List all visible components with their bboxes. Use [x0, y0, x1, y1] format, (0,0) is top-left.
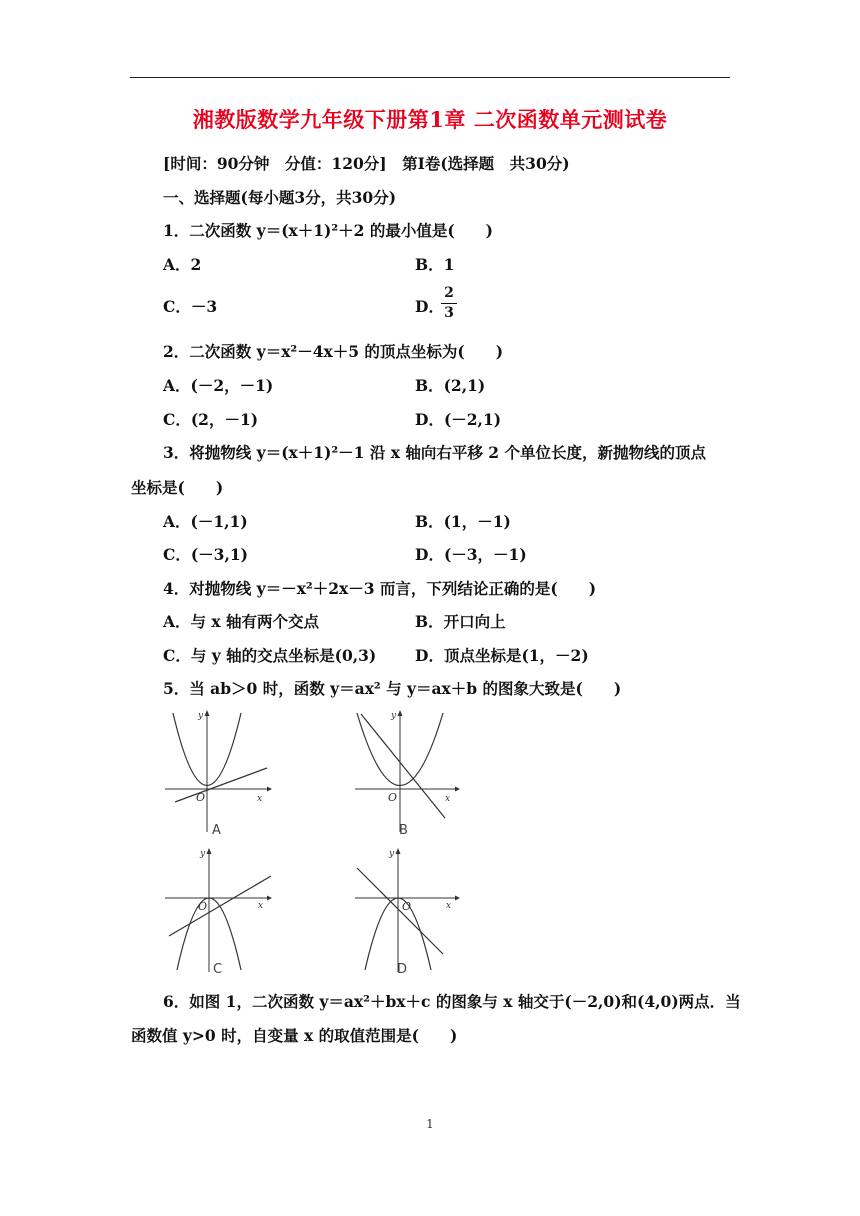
q2-option-d: D．(－2,1)	[415, 410, 502, 429]
y-axis-arrow	[398, 710, 403, 716]
origin-label: O	[388, 791, 398, 804]
q3-option-a: A．(－1,1)	[163, 512, 248, 531]
y-axis-arrow	[207, 848, 212, 854]
question-5-stem: 5．当 ab＞0 时，函数 y＝ax² 与 y＝ax＋b 的图象大致是( )	[163, 679, 622, 698]
fraction-denominator: 3	[444, 305, 454, 321]
x-axis-arrow	[455, 787, 460, 792]
header-rule	[130, 77, 730, 78]
q4-option-a: A．与 x 轴有两个交点	[163, 612, 320, 631]
q2-option-b: B．(2,1)	[415, 376, 486, 395]
origin-label: O	[198, 900, 208, 913]
x-axis-label: x	[258, 901, 264, 911]
graph-a	[155, 706, 280, 841]
question-4-stem: 4．对抛物线 y＝－x²＋2x－3 而言，下列结论正确的是( )	[163, 579, 597, 598]
y-axis-arrow	[396, 848, 401, 854]
x-axis-label: x	[446, 901, 452, 911]
graph-label-d: D	[397, 962, 408, 977]
y-axis-label: y	[200, 849, 206, 859]
y-axis-label: y	[389, 849, 395, 859]
q1-option-a: A．2	[163, 255, 202, 274]
linear-line	[361, 714, 445, 818]
q1-option-d: D．	[415, 297, 444, 316]
question-6-stem-line2: 函数值 y>0 时，自变量 x 的取值范围是( )	[131, 1026, 458, 1045]
question-1-stem: 1．二次函数 y＝(x＋1)²＋2 的最小值是( )	[163, 221, 494, 240]
graph-label-a: A	[212, 823, 221, 838]
q4-option-b: B．开口向上	[415, 612, 506, 631]
q2-option-a: A．(－2，－1)	[163, 376, 274, 395]
fraction-numerator: 2	[444, 285, 454, 301]
question-3-stem-line2: 坐标是( )	[131, 478, 224, 497]
q1-option-b: B．1	[415, 255, 455, 274]
q3-option-c: C．(－3,1)	[163, 545, 248, 564]
graph-c	[155, 840, 280, 980]
fraction-bar	[441, 303, 457, 304]
q3-option-b: B．(1，－1)	[415, 512, 511, 531]
q4-option-d: D．顶点坐标是(1，－2)	[415, 646, 589, 665]
origin-label: O	[196, 791, 206, 804]
y-axis-arrow	[205, 710, 210, 716]
x-axis-label: x	[445, 794, 451, 804]
q1-option-c: C．－3	[163, 297, 218, 316]
graph-label-b: B	[399, 823, 408, 838]
q3-option-d: D．(－3，－1)	[415, 545, 527, 564]
q4-option-c: C．与 y 轴的交点坐标是(0,3)	[163, 646, 377, 665]
graph-b	[345, 706, 470, 841]
x-axis-arrow	[267, 787, 272, 792]
linear-line	[357, 868, 443, 954]
x-axis-arrow	[267, 896, 272, 901]
question-6-stem-line1: 6．如图 1，二次函数 y＝ax²＋bx＋c 的图象与 x 轴交于(－2,0)和(4,0)两点．当	[163, 992, 741, 1011]
graph-label-c: C	[213, 962, 223, 977]
origin-label: O	[402, 900, 412, 913]
page-number: 1	[426, 1117, 434, 1131]
graph-d	[345, 840, 470, 980]
question-2-stem: 2．二次函数 y＝x²－4x＋5 的顶点坐标为( )	[163, 342, 504, 361]
q2-option-c: C．(2，－1)	[163, 410, 259, 429]
document-title: 湘教版数学九年级下册第1章 二次函数单元测试卷	[192, 107, 668, 132]
question-3-stem-line1: 3．将抛物线 y＝(x＋1)²－1 沿 x 轴向右平移 2 个单位长度，新抛物线的顶点	[163, 443, 706, 462]
linear-line	[169, 876, 271, 936]
q1-option-d-fraction	[441, 285, 457, 321]
x-axis-arrow	[455, 896, 460, 901]
y-axis-label: y	[391, 711, 397, 721]
x-axis-label: x	[257, 794, 263, 804]
section-heading: 一、选择题(每小题3分，共30分)	[163, 188, 397, 207]
exam-info-line: [时间：90分钟 分值：120分] 第Ⅰ卷(选择题 共30分)	[163, 154, 570, 173]
y-axis-label: y	[198, 711, 204, 721]
